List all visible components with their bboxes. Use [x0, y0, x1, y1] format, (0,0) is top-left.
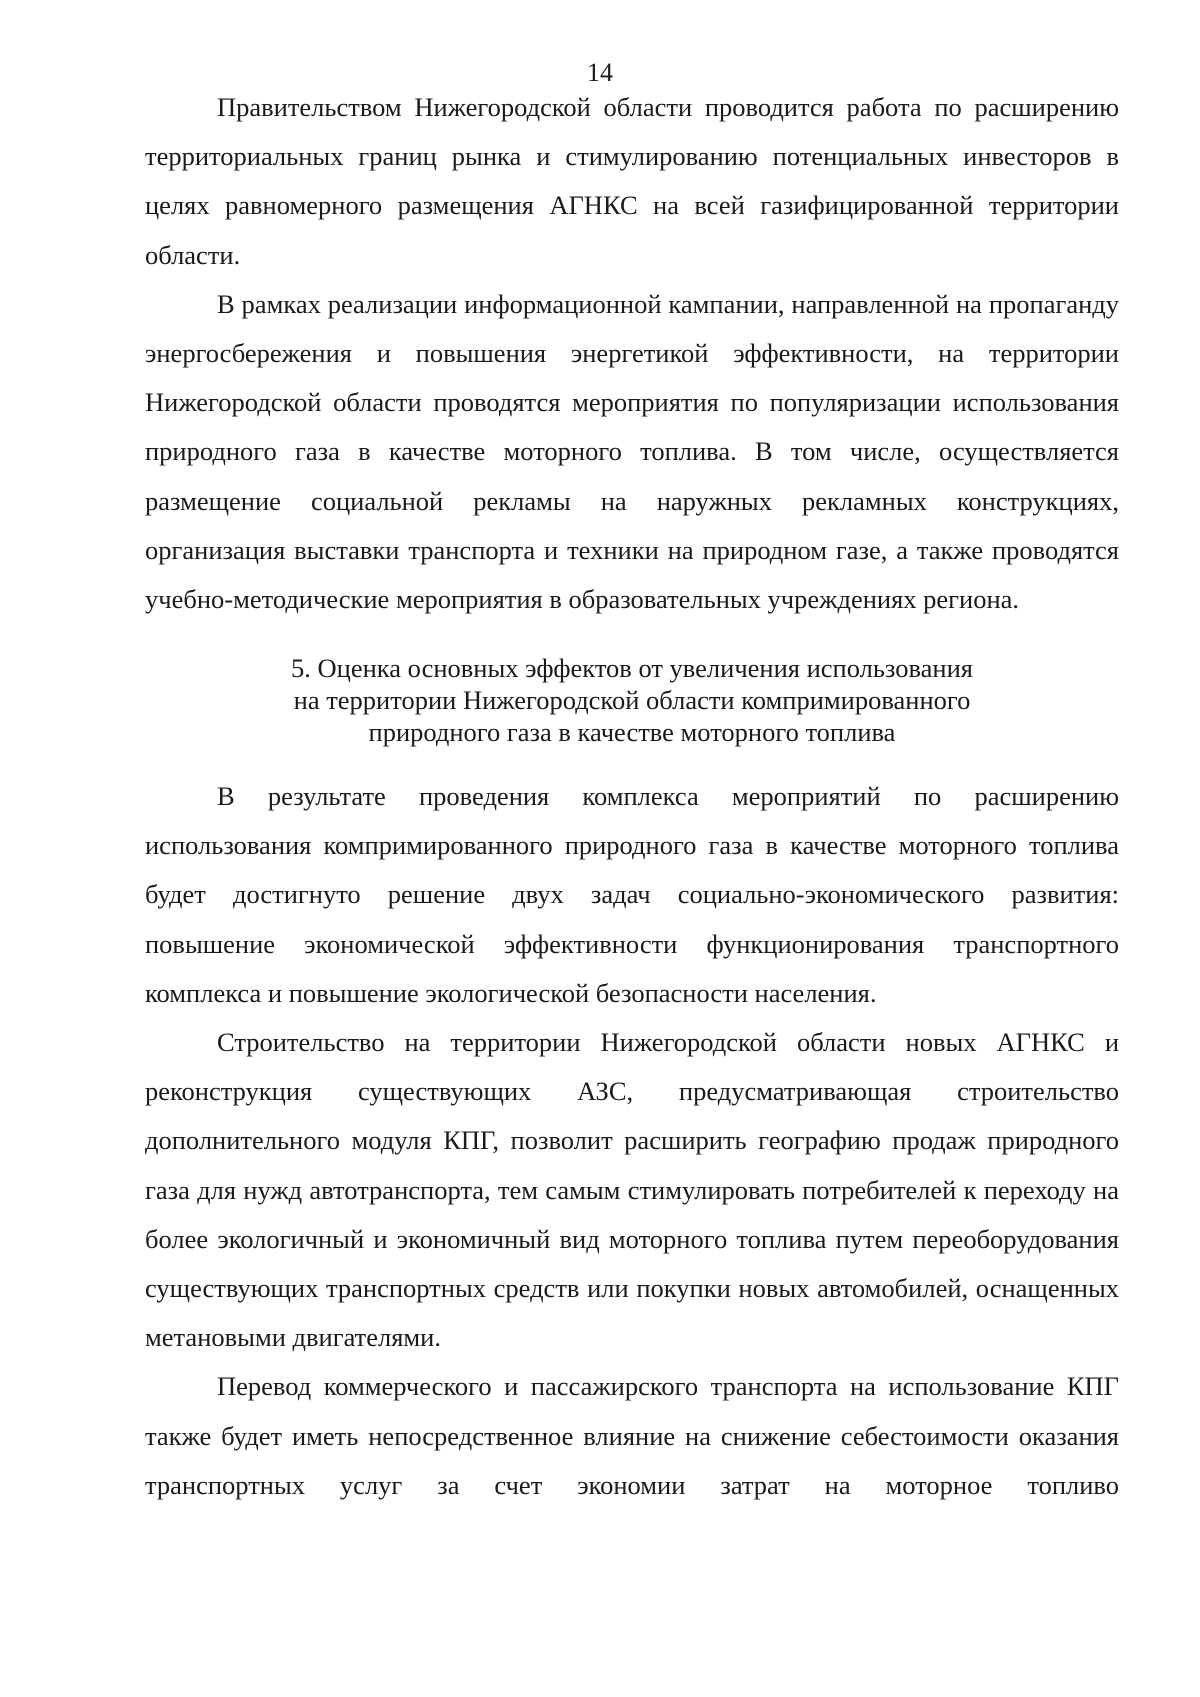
heading-line-3: природного газа в качестве моторного топлива [368, 717, 896, 747]
page-number: 14 [587, 58, 613, 87]
section-effects-text [145, 772, 1119, 1510]
paragraph-info-campaign: В рамках реализации информационной кампании, направленной на пропаганду энергосбережения и повышения энергетикой эффективности, на территории Нижегородской области проводятся мероприятия по популяризации использования природного газа в качестве моторного топлива. В том числе, осуществляется размещение социальной рекламы на наружных рекламных конструкциях, организация выставки транспорта и техники на природном газе, а также проводятся учебно-методические мероприятия в образовательных учреждениях региона. [145, 288, 1119, 615]
paragraph-results: В результате проведения комплекса мероприятий по расширению использования компримированного природного газа в качестве моторного топлива будет достигнуто решение двух задач социально-экономического развития: повышение экономической эффективности функционирования транспортного комплекса и повышение экологической безопасности населения. [145, 781, 1119, 1008]
heading-line-1: 5. Оценка основных эффектов от увеличения использования [291, 653, 973, 683]
section-heading [145, 652, 1119, 748]
section-investment-text [145, 83, 1119, 624]
paragraph-transport-transfer: Перевод коммерческого и пассажирского транспорта на использование КПГ также будет иметь непосредственное влияние на снижение себестоимости оказания транспортных услуг за счет экономии затрат на моторное топливо [145, 1371, 1119, 1500]
paragraph-construction: Строительство на территории Нижегородской области новых АГНКС и реконструкция существующих АЗС, предусматривающая строительство дополнительного модуля КПГ, позволит расширить географию продаж природного газа для нужд автотранспорта, тем самым стимулировать потребителей к переходу на более экологичный и экономичный вид моторного топлива путем переоборудования существующих транспортных средств или покупки новых автомобилей, оснащенных метановыми двигателями. [145, 1027, 1119, 1353]
heading-line-2: на территории Нижегородской области компримированного [293, 685, 971, 715]
paragraph-investors: Правительством Нижегородской области проводится работа по расширению территориальных границ рынка и стимулированию потенциальных инвесторов в целях равномерного размещения АГНКС на всей газифицированной территории области. [145, 92, 1119, 270]
